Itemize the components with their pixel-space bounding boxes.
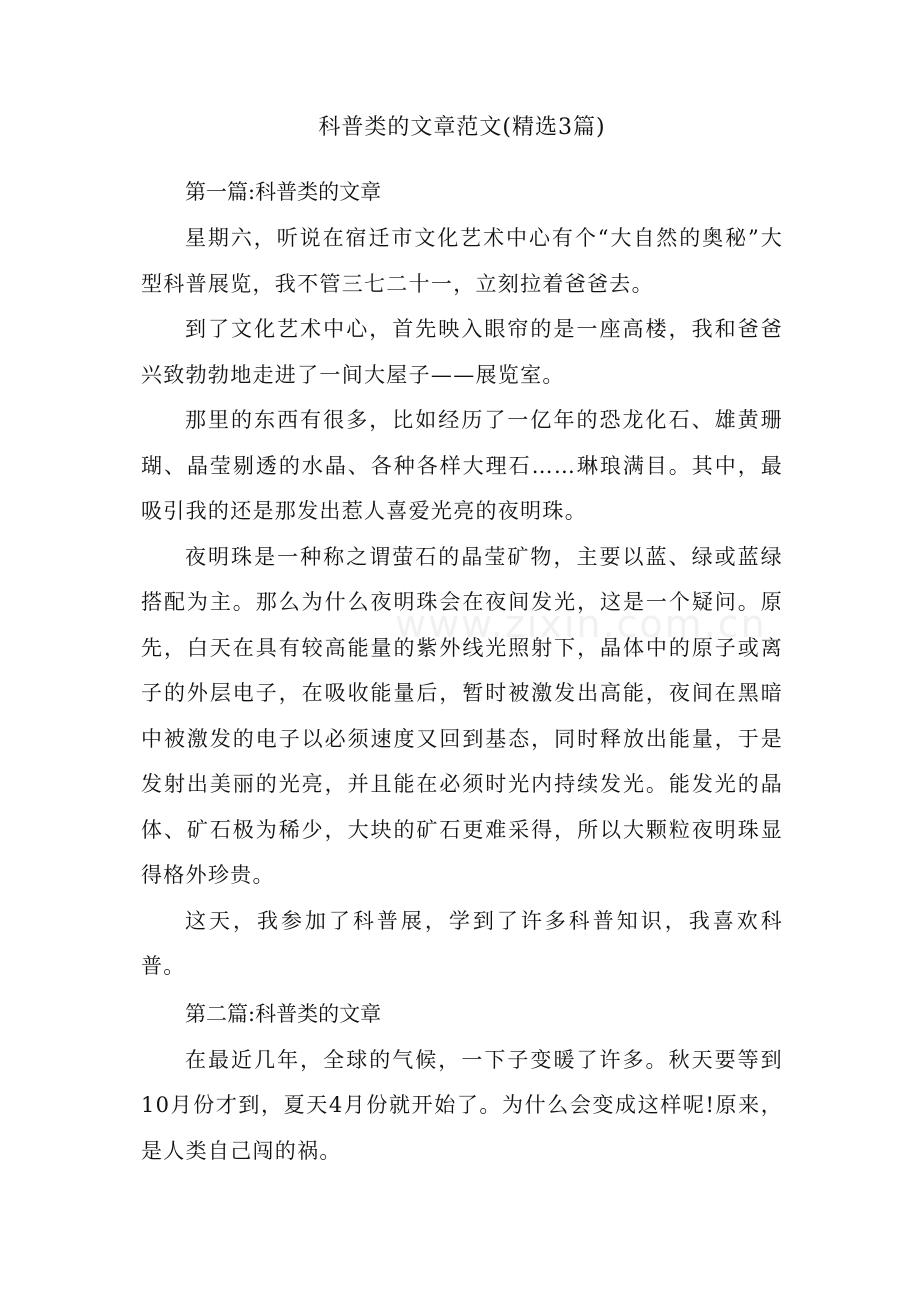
paragraph: 在最近几年，全球的气候，一下子变暖了许多。秋天要等到10月份才到，夏天4月份就开始了。为什么会变成这样呢!原来，是人类自己闯的祸。 bbox=[141, 1047, 783, 1163]
paragraph: 到了文化艺术中心，首先映入眼帘的是一座高楼，我和爸爸兴致勃勃地走进了一间大屋子——展览室。 bbox=[141, 317, 783, 387]
paragraph: 星期六，听说在宿迁市文化艺术中心有个“大自然的奥秘”大型科普展览，我不管三七二十一，立刻拉着爸爸去。 bbox=[141, 226, 783, 296]
paragraph: 夜明珠是一种称之谓萤石的晶莹矿物，主要以蓝、绿或蓝绿搭配为主。那么为什么夜明珠会在夜间发光，这是一个疑问。原先，白天在具有较高能量的紫外线光照射下，晶体中的原子或离子的外层电子，在吸收能量后，暂时被激发出高能，夜间在黑暗中被激发的电子以必须速度又回到基态，同时释放出能量，于是发射出美丽的光亮，并且能在必须时光内持续发光。能发光的晶体、矿石极为稀少，大块的矿石更难采得，所以大颗粒夜明珠显得格外珍贵。 bbox=[141, 544, 783, 887]
section-heading: 第一篇:科普类的文章 bbox=[185, 180, 382, 204]
section-2 bbox=[141, 990, 783, 1175]
section-heading: 第二篇:科普类的文章 bbox=[185, 1001, 382, 1026]
paragraph: 这天，我参加了科普展，学到了许多科普知识，我喜欢科普。 bbox=[141, 908, 783, 978]
watermark: www.zixin.com.cn bbox=[395, 602, 767, 646]
section-1 bbox=[141, 168, 783, 990]
paragraph: 那里的东西有很多，比如经历了一亿年的恐龙化石、雄黄珊瑚、晶莹剔透的水晶、各种各样大理石……琳琅满目。其中，最吸引我的还是那发出惹人喜爱光亮的夜明珠。 bbox=[141, 408, 783, 523]
document-title: 科普类的文章范文(精选3篇) bbox=[318, 115, 606, 140]
